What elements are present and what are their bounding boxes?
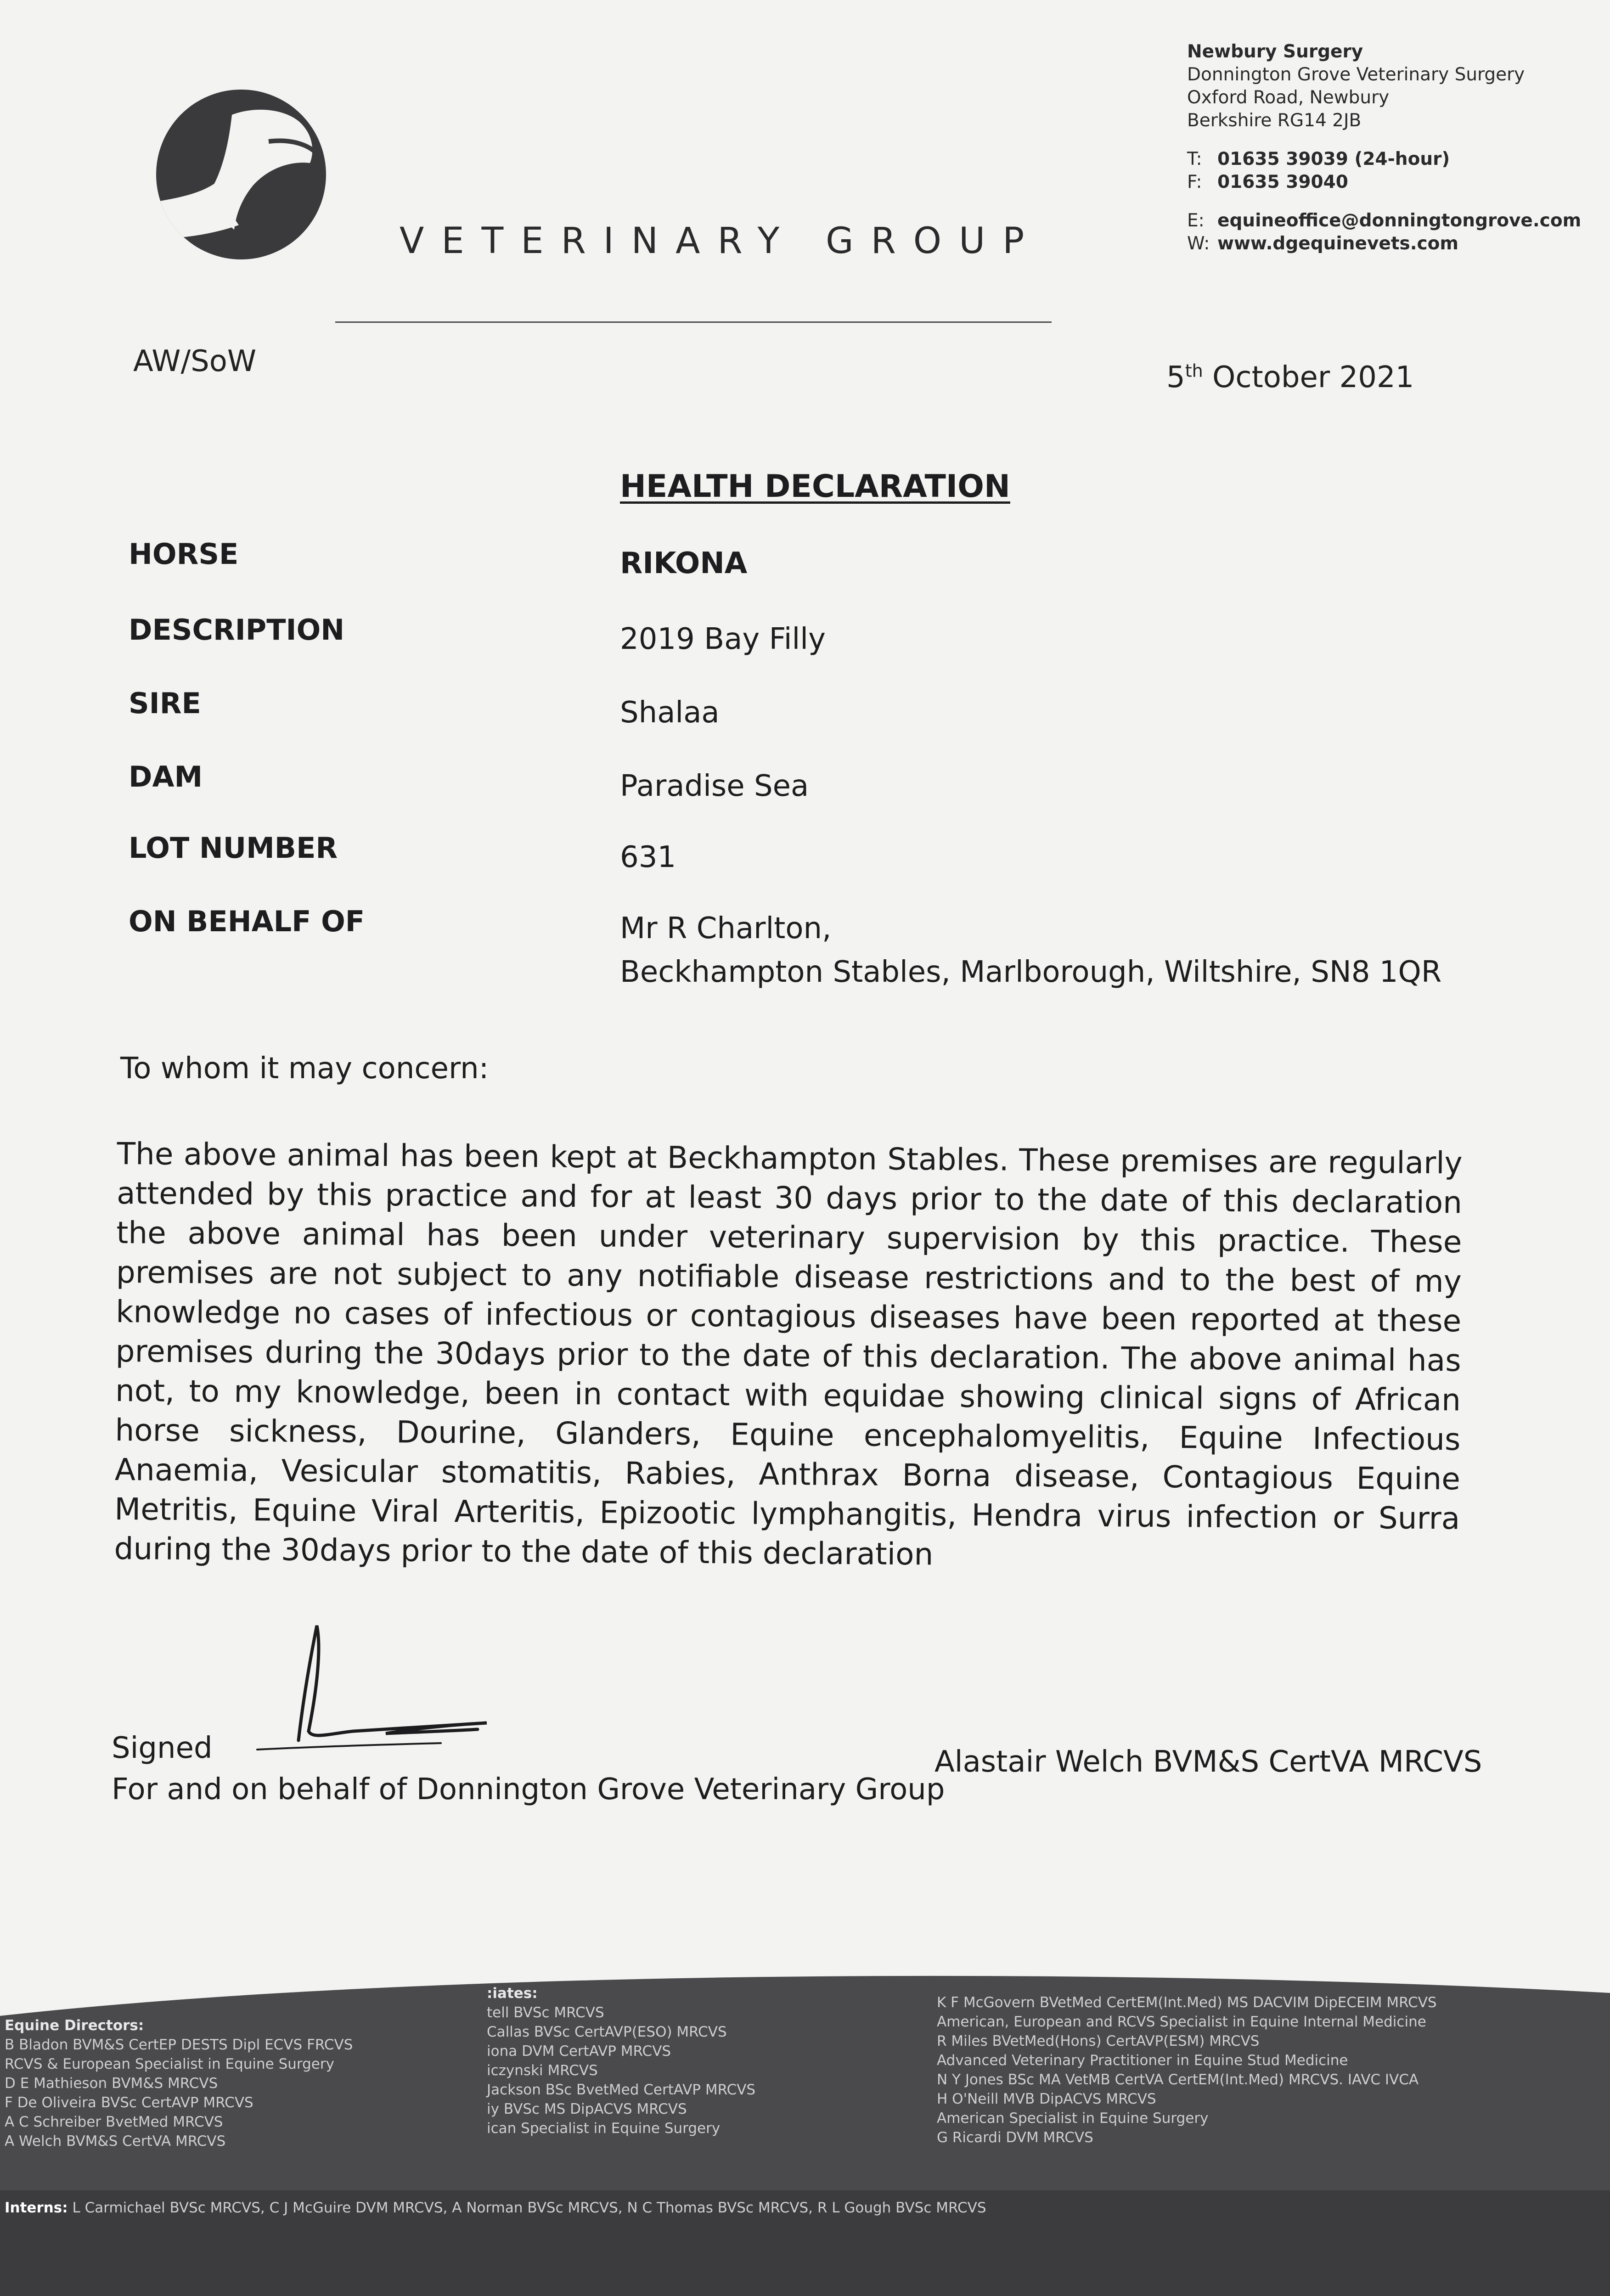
reference: AW/SoW — [133, 344, 257, 378]
telephone: T: 01635 39039 (24-hour) — [1187, 149, 1450, 169]
surgery-name: Newbury Surgery — [1187, 41, 1363, 62]
address-line: Oxford Road, Newbury — [1187, 87, 1390, 108]
email: E: equineoffice@donningtongrove.com — [1187, 210, 1582, 231]
address-line: Berkshire RG14 2JB — [1187, 110, 1362, 131]
signer-name: Alastair Welch BVM&S CertVA MRCVS — [934, 1745, 1482, 1779]
salutation: To whom it may concern: — [120, 1052, 489, 1086]
horse-label: HORSE — [129, 537, 239, 571]
document-title: HEALTH DECLARATION — [620, 468, 1010, 505]
letter-date: 5th October 2021 — [1166, 360, 1414, 394]
interns-list: Interns: L Carmichael BVSc MRCVS, C J McGuire DVM MRCVS, A Norman BVSc MRCVS, N C Thomas BVSc MRCVS, R L Gough BVSc MRCVS — [5, 2200, 986, 2216]
directors-list: Equine Directors: B Bladon BVM&S CertEP DESTS Dipl ECVS FRCVS RCVS & European Specialist in Equine Surgery D E Mathieson BVM&S MRCVS F De Oliveira BVSc CertAVP MRCVS A C Schreiber BvetMed MRCVS A Welch BVM&S CertVA MRCVS — [5, 2017, 353, 2150]
declaration-body: The above animal has been kept at Beckhampton Stables. These premises are regularly attended by this practice and for at least 30 days prior to the date of this declaration the above animal has been under veterinary supervision by this practice. These premises are not subject to any notifiable disease restrictions and to the best of my knowledge no cases of infectious or contagious diseases have been reported at these premises during the 30days prior to the date of this declaration. The above animal has not, to my knowledge, been in contact with equidae showing clinical signs of African horse sickness, Dourine, Glanders, Equine encephalomyelitis, Equine Infectious Anaemia, Vesicular stomatitis, Rabies, Anthrax Borna disease, Contagious Equine Metritis, Equine Viral Arteritis, Epizootic lymphangitis, Hendra virus infection or Surra during the 30days prior to the date of this declaration — [114, 1136, 1463, 1572]
description-value: 2019 Bay Filly — [620, 622, 826, 656]
dam-value: Paradise Sea — [620, 769, 809, 803]
practice-address — [1187, 40, 1581, 255]
horse-head-logo — [154, 87, 328, 262]
address-line: Donnington Grove Veterinary Surgery — [1187, 64, 1525, 85]
associates-list: :iates: tell BVSc MRCVS Callas BVSc CertAVP(ESO) MRCVS iona DVM CertAVP MRCVS iczynski MRCVS Jackson BSc BvetMed CertAVP MRCVS iy BVSc MS DipACVS MRCVS ican Specialist in Equine Surgery — [487, 1985, 756, 2137]
sire-label: SIRE — [129, 687, 201, 720]
sire-value: Shalaa — [620, 696, 720, 730]
lot-number-value: 631 — [620, 840, 676, 874]
header-divider — [335, 321, 1052, 323]
dam-label: DAM — [129, 760, 203, 793]
fax: F: 01635 39040 — [1187, 172, 1348, 192]
on-behalf-statement: For and on behalf of Donnington Grove Veterinary Group — [112, 1773, 945, 1806]
staff-list: K F McGovern BVetMed CertEM(Int.Med) MS DACVIM DipECEIM MRCVS American, European and RCVS Specialist in Equine Internal Medicine R Miles BVetMed(Hons) CertAVP(ESM) MRCVS Advanced Veterinary Practitioner in Equine Stud Medicine N Y Jones BSc MA VetMB CertVA CertEM(Int.Med) MRCVS. IAVC IVCA H O'Neill MVB DipACVS MRCVS American Specialist in Equine Surgery G Ricardi DVM MRCVS — [937, 1994, 1437, 2146]
handwritten-signature — [248, 1616, 505, 1754]
on-behalf-line1: Mr R Charlton, — [620, 912, 832, 945]
website: W: www.dgequinevets.com — [1187, 233, 1459, 254]
staff-footer — [0, 1961, 1610, 2296]
description-label: DESCRIPTION — [129, 613, 345, 647]
horse-value: RIKONA — [620, 546, 748, 580]
on-behalf-line2: Beckhampton Stables, Marlborough, Wiltshire, SN8 1QR — [620, 955, 1442, 989]
logo-wordmark: VETERINARY GROUP — [400, 220, 1042, 262]
on-behalf-label: ON BEHALF OF — [129, 905, 365, 938]
signed-label: Signed — [112, 1731, 213, 1765]
lot-number-label: LOT NUMBER — [129, 831, 338, 865]
